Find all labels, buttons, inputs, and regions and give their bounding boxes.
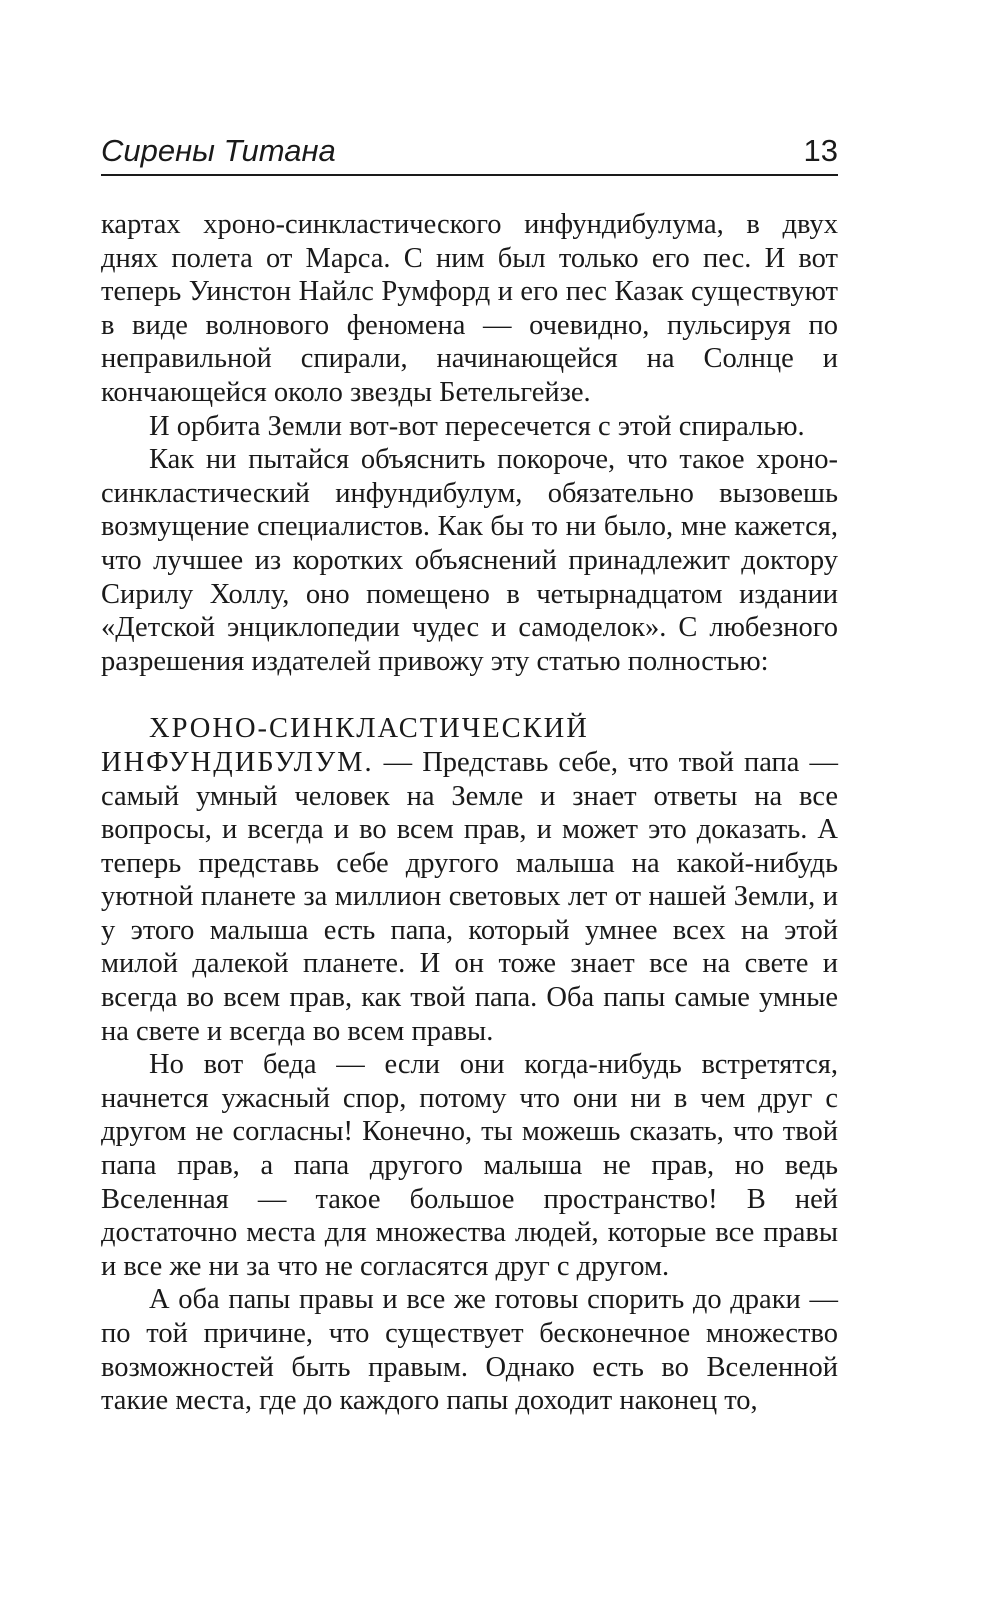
section-gap [101, 678, 838, 712]
book-page [101, 128, 838, 1418]
page-number: 13 [803, 133, 838, 168]
paragraph: И орбита Земли вот-вот пересечется с этой спиралью. [149, 410, 805, 442]
running-header [101, 128, 838, 176]
article-paragraph [101, 712, 838, 1048]
page-body [101, 208, 838, 1418]
paragraph: Как ни пытайся объяснить покороче, что такое хроно-синкластический инфундибулум, обязательно вызовешь возмущение специалистов. Как бы то ни было, мне кажется, что лучшее из коротких объяснений принадлежит доктору Сирилу Холлу, оно помещено в четырнадцатом издании «Детской энциклопедии чудес и самоделок». С любезного разрешения издателей привожу эту статью полностью: [101, 444, 838, 677]
article-intro: — Представь себе, что твой папа — самый умный человек на Земле и знает ответы на все вопросы, и всегда и во всем прав, и может это доказать. А теперь представь себе другого малыша на какой-нибудь уютной планете за миллион световых лет от нашей Земли, и у этого малыша есть папа, который умнее всех на этой милой далекой планете. И он тоже знает все на свете и всегда во всем прав, как твой папа. Оба папы самые умные на свете и всегда во всем правы. [101, 746, 838, 1047]
paragraph: картах хроно-синкластического инфундибулума, в двух днях полета от Марса. С ним был только его пес. И вот теперь Уинстон Найлс Румфорд и его пес Казак существуют в виде волнового феномена — очевидно, пульсируя по неправильной спирали, начинающейся на Солнце и кончающейся около звезды Бетельгейзе. [101, 209, 838, 408]
article-paragraph: А оба папы правы и все же готовы спорить до драки — по той причине, что существует бесконечное множество возможностей быть правым. Однако есть во Вселенной такие места, где до каждого папы доходит наконец то, [101, 1284, 838, 1417]
article-paragraph: Но вот беда — если они когда-нибудь встретятся, начнется ужасный спор, потому что они ни в чем друг с другом не согласны! Конечно, ты можешь сказать, что твой папа прав, а папа другого малыша не прав, но ведь Вселенная — такое большое пространство! В ней достаточно места для множества людей, которые все правы и все же ни за что не согласятся друг с другом. [101, 1049, 838, 1282]
article-heading: ХРОНО-СИНКЛАСТИЧЕСКИЙ ИНФУНДИБУЛУМ. [101, 713, 589, 778]
running-title: Сирены Титана [101, 133, 336, 168]
